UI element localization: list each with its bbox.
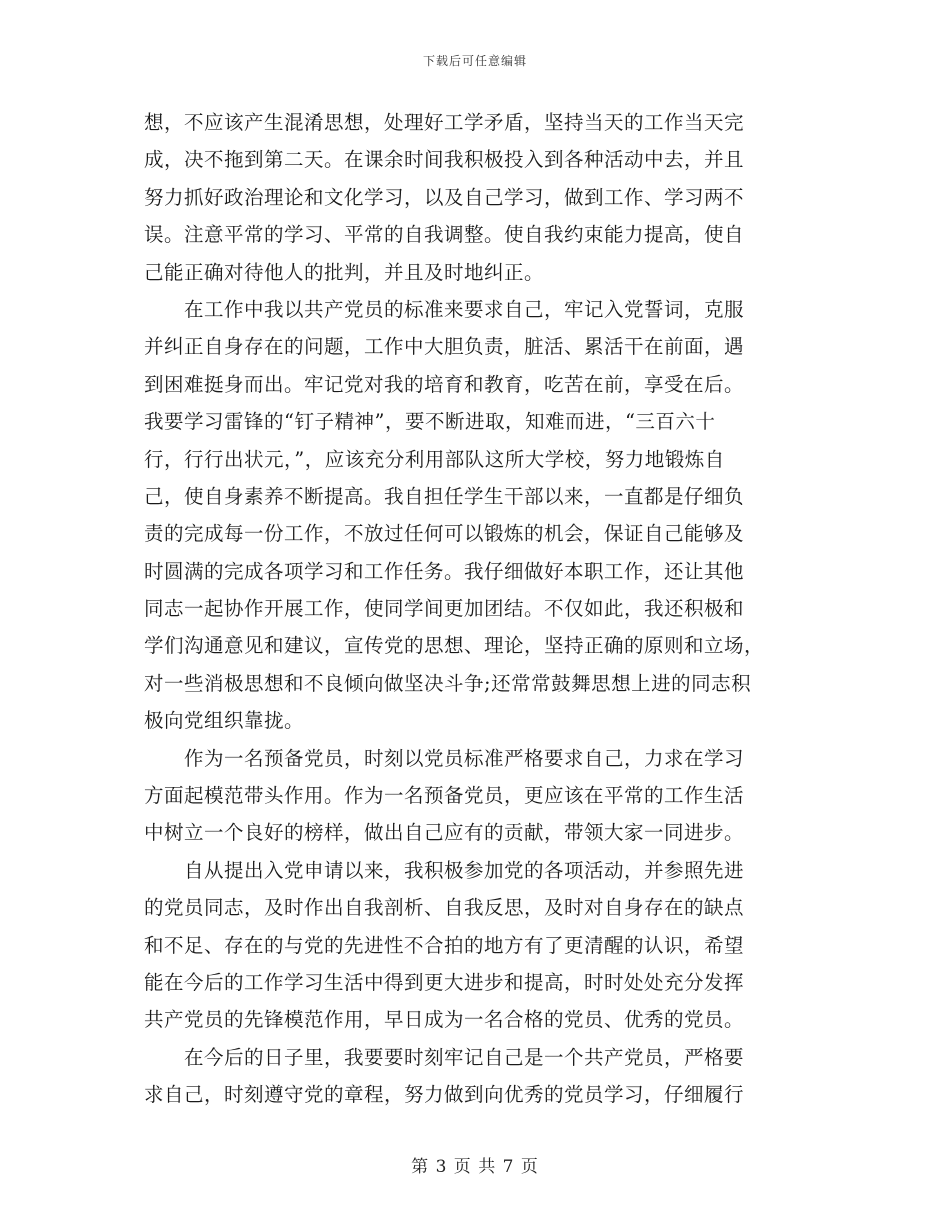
text-line: 我要学习雷锋的“钉子精神”，要不断进取，知难而进，“三百六十 (144, 410, 716, 434)
text-line: 成，决不拖到第二天。在课余时间我积极投入到各种活动中去，并且 (144, 148, 745, 172)
page-number: 第 3 页 共 7 页 (411, 1157, 539, 1177)
text-line: 同志一起协作开展工作，使同学间更加团结。不仅如此，我还积极和 (144, 597, 745, 621)
text-line: 想，不应该产生混淆思想，处理好工学矛盾，坚持当天的工作当天完 (144, 111, 745, 134)
text-line: 的党员同志，及时作出自我剖析、自我反思，及时对自身存在的缺点 (144, 896, 745, 920)
text-line: 方面起模范带头作用。作为一名预备党员，更应该在平常的工作生活 (144, 784, 745, 808)
document-body (144, 104, 804, 1114)
text-line: 己能正确对待他人的批判，并且及时地纠正。 (144, 260, 545, 284)
text-line: 共产党员的先锋模范作用，早日成为一名合格的党员、优秀的党员。 (144, 1008, 745, 1032)
text-line: 学们沟通意见和建议，宣传党的思想、理论，坚持正确的原则和立场， (144, 634, 765, 658)
text-line: 和不足、存在的与党的先进性不合拍的地方有了更清醒的认识，希望 (144, 933, 745, 957)
text-line: 误。注意平常的学习、平常的自我调整。使自我约束能力提高，使自 (144, 223, 745, 247)
page-header: 下载后可任意编辑 (422, 54, 527, 68)
text-line: 对一些消极思想和不良倾向做坚决斗争;还常常鼓舞思想上进的同志积 (144, 671, 752, 695)
text-line: 己，使自身素养不断提高。我自担任学生干部以来，一直都是仔细负 (144, 484, 745, 508)
text-line: 求自己，时刻遵守党的章程，努力做到向优秀的党员学习，仔细履行 (144, 1083, 745, 1107)
text-line: 行，行行出状元，”，应该充分利用部队这所大学校，努力地锻炼自 (144, 447, 725, 471)
text-line: 在今后的日子里，我要要时刻牢记自己是一个共产党员，严格要 (144, 1045, 745, 1069)
text-line: 到困难挺身而出。牢记党对我的培育和教育，吃苦在前，享受在后。 (144, 372, 745, 396)
text-line: 责的完成每一份工作，不放过任何可以锻炼的机会，保证自己能够及 (144, 522, 745, 546)
text-line: 作为一名预备党员，时刻以党员标准严格要求自己，力求在学习 (144, 746, 745, 770)
text-line: 努力抓好政治理论和文化学习，以及自己学习，做到工作、学习两不 (144, 185, 745, 209)
text-line: 在工作中我以共产党员的标准来要求自己，牢记入党誓词，克服 (144, 297, 745, 321)
text-line: 能在今后的工作学习生活中得到更大进步和提高，时时处处充分发挥 (144, 970, 745, 994)
text-line: 极向党组织靠拢。 (144, 709, 305, 733)
text-line: 并纠正自身存在的问题，工作中大胆负责，脏活、累活干在前面，遇 (144, 335, 745, 359)
text-line: 时圆满的完成各项学习和工作任务。我仔细做好本职工作，还让其他 (144, 559, 745, 583)
text-line: 自从提出入党申请以来，我积极参加党的各项活动，并参照先进 (144, 858, 745, 882)
text-line: 中树立一个良好的榜样，做出自己应有的贡献，带领大家一同进步。 (144, 821, 745, 845)
